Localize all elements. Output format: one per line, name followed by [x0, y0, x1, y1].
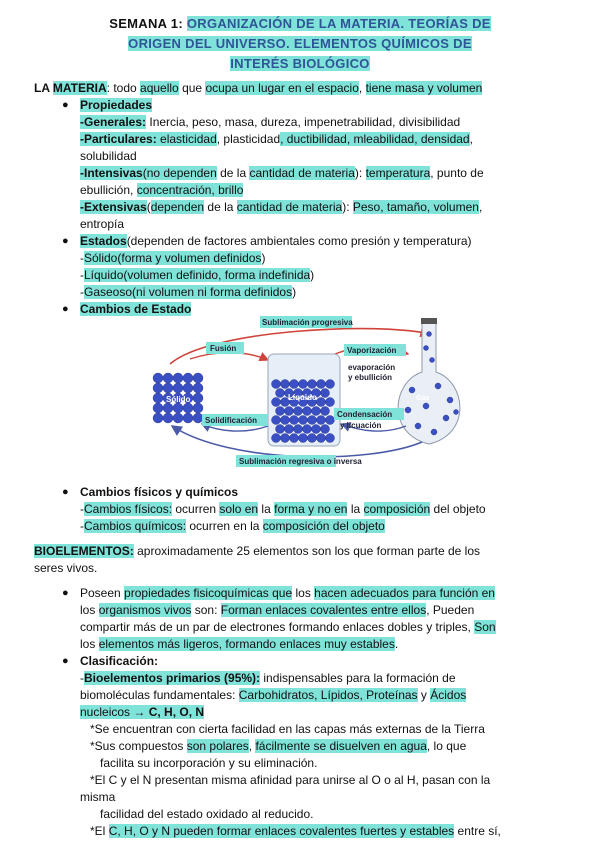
extensivas-line-2: entropía	[80, 217, 125, 231]
note-3-line-3: facilidad del estado oxidado al reducido.	[100, 807, 314, 821]
primarios-line-3: nucleicos → C, H, O, N	[80, 705, 205, 719]
liquido-line: -Líquido(volumen definido, forma indefinida)	[80, 268, 315, 282]
bioelementos-intro: BIOELEMENTOS: aproximadamente 25 elementos son los que forman parte de los	[34, 544, 480, 558]
particulares-line: -Particulares: elasticidad, plasticidad, ductibilidad, mleabilidad, densidad,	[80, 132, 473, 146]
page-title	[40, 14, 560, 74]
cambios-estado-heading: Cambios de Estado	[80, 302, 192, 316]
cambios-heading: Cambios físicos y químicos	[80, 485, 239, 499]
sublimacion-progresiva-label: Sublimación progresiva	[262, 318, 353, 327]
vaporizacion-label: Vaporización	[347, 346, 397, 355]
evaporacion-label: evaporación	[348, 363, 396, 372]
note-1: *Se encuentran con cierta facilidad en las capas más externas de la Tierra	[90, 722, 485, 736]
extensivas-line: -Extensivas(dependen de la cantidad de materia): Peso, tamaño, volumen,	[80, 200, 483, 214]
primarios-line-1: -Bioelementos primarios (95%): indispensables para la formación de	[80, 671, 456, 685]
flask-stopper	[421, 318, 437, 324]
bullet-icon: ●	[62, 587, 69, 599]
intensivas-line: -Intensivas(no dependen de la cantidad de materia): temperatura, punto de	[80, 166, 484, 180]
bullet-icon: ●	[62, 486, 69, 498]
note-3-line-2: misma	[80, 790, 116, 804]
licuacion-label: y licuación	[340, 421, 382, 430]
materia-intro: LA MATERIA: todo aquello que ocupa un lugar en el espacio, tiene masa y volumen	[34, 81, 483, 95]
bullet-icon: ●	[62, 655, 69, 667]
cambios-quimicos-line: -Cambios químicos: ocurren en la composición del objeto	[80, 519, 385, 533]
poseen-line-1: Poseen propiedades fisicoquímicas que los hacen adecuados para función en	[80, 586, 495, 600]
solido-label: Sólido	[166, 395, 191, 404]
bullet-icon: ●	[62, 235, 69, 247]
gas-flask	[398, 322, 460, 444]
gas-label: Gas	[416, 395, 430, 402]
gaseoso-line: -Gaseoso(ni volumen ni forma definidos)	[80, 285, 297, 299]
propiedades-heading: Propiedades	[80, 98, 153, 112]
particulares-line-2: solubilidad	[80, 149, 137, 163]
title-prefix: SEMANA 1:	[109, 16, 187, 31]
estados-line: Estados(dependen de factores ambientales como presión y temperatura)	[80, 234, 472, 248]
clasificacion-heading: Clasificación:	[80, 654, 159, 668]
ebullicion-label: y ebullición	[348, 373, 393, 382]
note-3: *El C y el N presentan misma afinidad para unirse al O o al H, pasan con la	[90, 773, 491, 787]
solidificacion-label: Solidificación	[205, 416, 258, 425]
title-line-3: INTERÉS BIOLÓGICO	[230, 56, 370, 71]
poseen-line-4: los elementos más ligeros, formando enlaces muy estables.	[80, 637, 399, 651]
fusion-label: Fusión	[210, 344, 237, 353]
title-line-2: ORIGEN DEL UNIVERSO. ELEMENTOS QUÍMICOS DE	[128, 36, 472, 51]
note-2-line-2: facilita su incorporación y su eliminación.	[100, 756, 318, 770]
title-line-1: ORGANIZACIÓN DE LA MATERIA. TEORÍAS DE	[186, 16, 491, 31]
primarios-line-2: biomoléculas fundamentales: Carbohidratos, Lípidos, Proteínas y Ácidos	[80, 688, 467, 702]
poseen-line-2: los organismos vivos son: Forman enlaces covalentes entre ellos, Pueden	[80, 603, 475, 617]
bioelementos-intro-2: seres vivos.	[34, 561, 98, 575]
intensivas-line-2: ebullición, concentración, brillo	[80, 183, 244, 197]
note-2: *Sus compuestos son polares, fácilmente se disuelven en agua, lo que	[90, 739, 467, 753]
generales-line: -Generales: Inercia, peso, masa, dureza, impenetrabilidad, divisibilidad	[80, 115, 461, 129]
poseen-line-3: compartir más de un par de electrones formando enlaces dobles y triples, Son	[80, 620, 496, 634]
solido-line: -Sólido(forma y volumen definidos)	[80, 251, 266, 265]
liquido-label: Líquido	[288, 393, 317, 402]
state-change-diagram	[150, 314, 470, 472]
note-4: *El C, H, O y N pueden formar enlaces covalentes fuertes y estables entre sí,	[90, 824, 501, 838]
bullet-icon: ●	[62, 303, 69, 315]
cambios-fisicos-line: -Cambios físicos: ocurren solo en la forma y no en la composición del objeto	[80, 502, 486, 516]
sublimacion-regresiva-label: Sublimación regresiva o inversa	[239, 457, 362, 466]
condensacion-label: Condensación	[337, 410, 393, 419]
bullet-icon: ●	[62, 99, 69, 111]
